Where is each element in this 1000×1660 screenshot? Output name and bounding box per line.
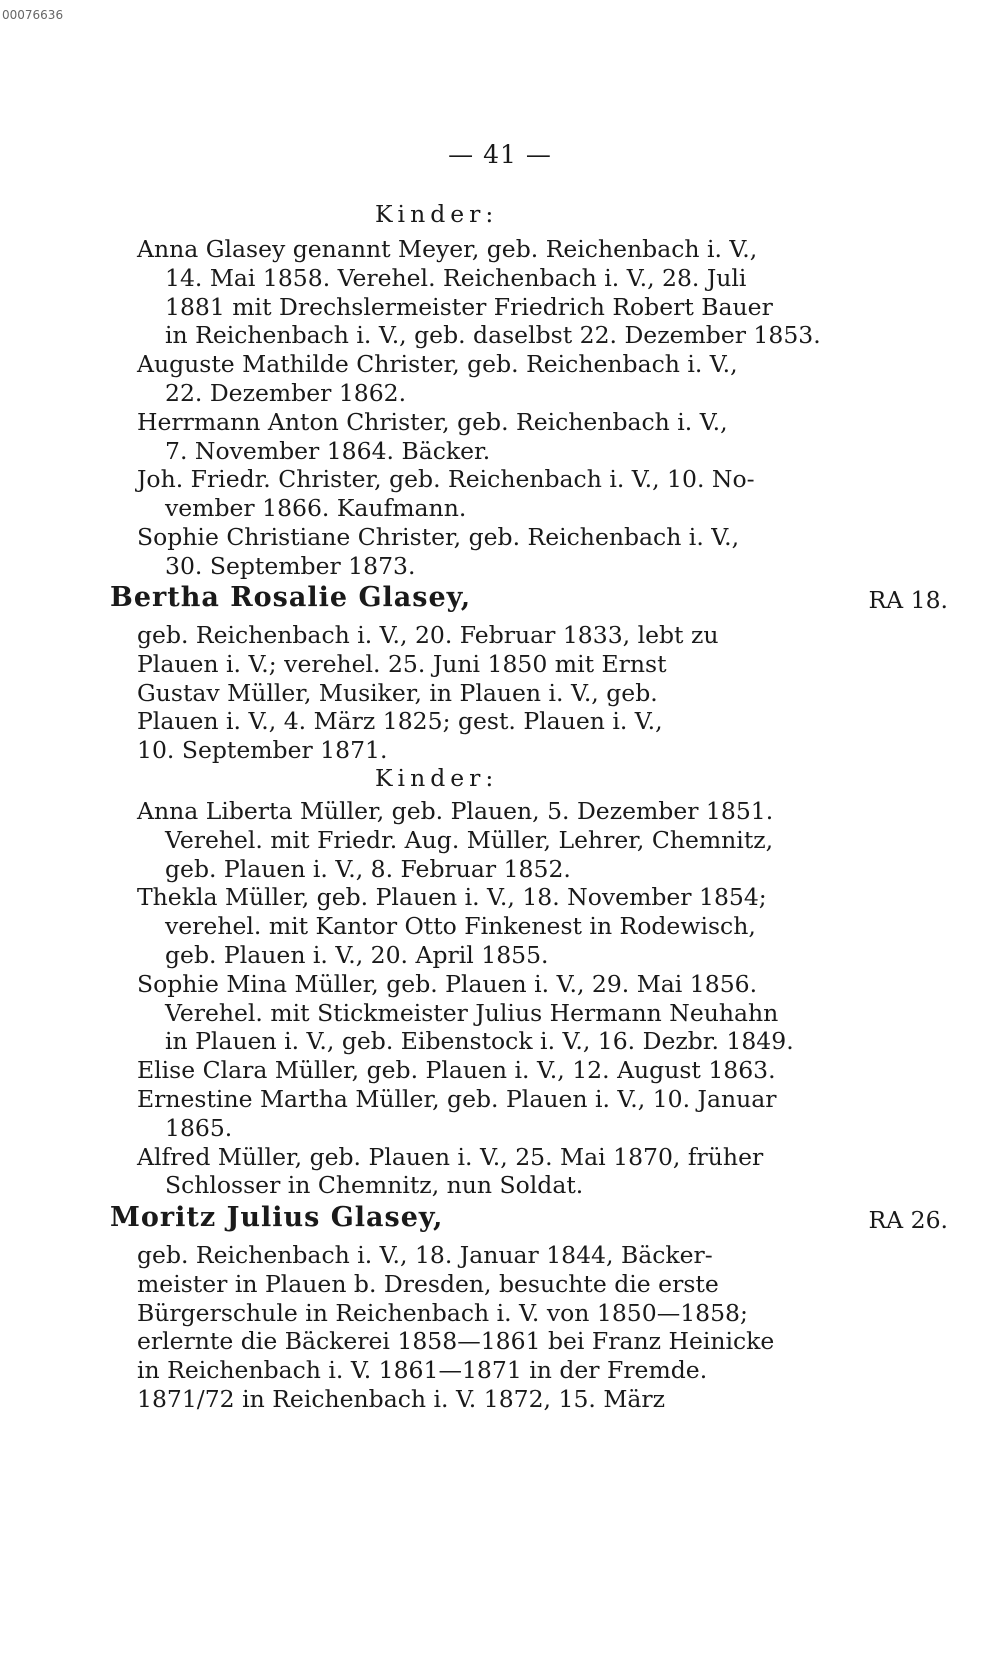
text-line: Gustav Müller, Musiker, in Plauen i. V., geb.: [137, 678, 658, 707]
text-line: in Reichenbach i. V., geb. daselbst 22. Dezember 1853.: [165, 321, 821, 350]
children-heading-2: Kinder:: [375, 764, 499, 792]
text-line: Anna Liberta Müller, geb. Plauen, 5. Dezember 1851.: [137, 797, 774, 825]
text-line: meister in Plauen b. Dresden, besuchte die erste: [137, 1269, 719, 1298]
text-line: geb. Reichenbach i. V., 20. Februar 1833, lebt zu: [137, 621, 719, 649]
text-line: geb. Reichenbach i. V., 18. Januar 1844, Bäcker-: [137, 1241, 713, 1269]
text-line: in Plauen i. V., geb. Eibenstock i. V., 16. Dezbr. 1849.: [165, 1027, 794, 1056]
text-line: 1865.: [165, 1113, 233, 1142]
text-line: in Reichenbach i. V. 1861—1871 in der Fremde.: [137, 1356, 708, 1385]
text-line: Verehel. mit Stickmeister Julius Hermann Neuhahn: [165, 998, 779, 1027]
entry-name-moritz: Moritz Julius Glasey,: [110, 1202, 444, 1233]
text-line: Joh. Friedr. Christer, geb. Reichenbach i. V., 10. No-: [137, 465, 755, 494]
text-line: erlernte die Bäckerei 1858—1861 bei Franz Heinicke: [137, 1327, 775, 1356]
text-line: Auguste Mathilde Christer, geb. Reichenbach i. V.,: [137, 350, 738, 379]
text-line: geb. Plauen i. V., 8. Februar 1852.: [165, 854, 571, 883]
text-line: 1871/72 in Reichenbach i. V. 1872, 15. März: [137, 1385, 666, 1413]
entry-name-bertha: Bertha Rosalie Glasey,: [110, 582, 472, 613]
text-line: 7. November 1864. Bäcker.: [165, 436, 491, 465]
page-number: — 41 —: [448, 140, 552, 169]
text-line: Verehel. mit Friedr. Aug. Müller, Lehrer, Chemnitz,: [165, 825, 774, 854]
text-line: Sophie Christiane Christer, geb. Reichenbach i. V.,: [137, 523, 740, 551]
text-line: Anna Glasey genannt Meyer, geb. Reichenbach i. V.,: [137, 235, 758, 263]
text-line: Alfred Müller, geb. Plauen i. V., 25. Mai 1870, früher: [137, 1142, 764, 1171]
text-line: vember 1866. Kaufmann.: [165, 494, 467, 523]
text-line: Ernestine Martha Müller, geb. Plauen i. V., 10. Januar: [137, 1085, 777, 1113]
text-line: Plauen i. V., 4. März 1825; gest. Plauen i. V.,: [137, 707, 663, 736]
text-line: Schlosser in Chemnitz, nun Soldat.: [165, 1171, 584, 1200]
text-line: Sophie Mina Müller, geb. Plauen i. V., 29. Mai 1856.: [137, 969, 758, 998]
text-line: 30. September 1873.: [165, 551, 416, 580]
text-line: Thekla Müller, geb. Plauen i. V., 18. November 1854;: [137, 883, 767, 912]
text-line: Elise Clara Müller, geb. Plauen i. V., 12. August 1863.: [137, 1056, 776, 1085]
text-line: 10. September 1871.: [137, 736, 388, 765]
entry-ref-bertha: RA 18.: [868, 586, 948, 614]
text-line: Plauen i. V.; verehel. 25. Juni 1850 mit Ernst: [137, 649, 667, 678]
page-id: 00076636: [2, 8, 64, 22]
text-line: Herrmann Anton Christer, geb. Reichenbach i. V.,: [137, 407, 728, 436]
text-line: geb. Plauen i. V., 20. April 1855.: [165, 941, 549, 969]
text-line: verehel. mit Kantor Otto Finkenest in Rodewisch,: [165, 912, 756, 941]
text-line: Bürgerschule in Reichenbach i. V. von 1850—1858;: [137, 1298, 748, 1327]
children-heading-1: Kinder:: [375, 200, 499, 228]
entry-ref-moritz: RA 26.: [868, 1206, 948, 1234]
text-line: 1881 mit Drechslermeister Friedrich Robert Bauer: [165, 292, 773, 321]
text-line: 22. Dezember 1862.: [165, 379, 407, 407]
text-line: 14. Mai 1858. Verehel. Reichenbach i. V., 28. Juli: [165, 263, 747, 292]
